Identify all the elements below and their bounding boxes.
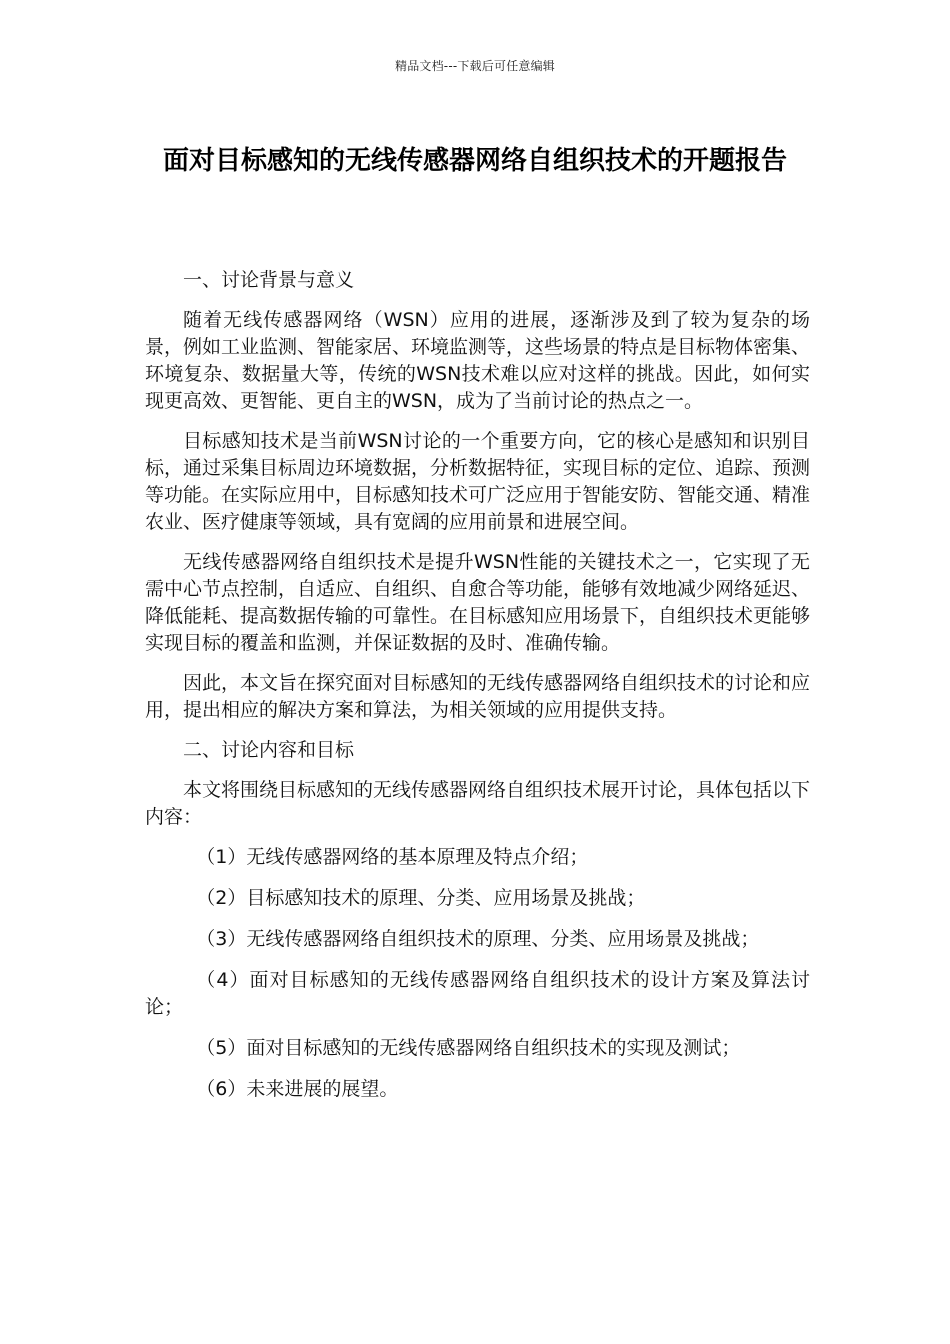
paragraph: 随着无线传感器网络（WSN）应用的进展，逐渐涉及到了较为复杂的场景，例如工业监测、智能家居、环境监测等，这些场景的特点是目标物体密集、环境复杂、数据量大等，传统的WSN技术难以应对这样的挑战。因此，如何实现更高效、更智能、更自主的WSN，成为了当前讨论的热点之一。: [145, 309, 811, 412]
list-item: （3）无线传感器网络自组织技术的原理、分类、应用场景及挑战；: [196, 928, 760, 950]
paragraph: 无线传感器网络自组织技术是提升WSN性能的关键技术之一，它实现了无需中心节点控制，自适应、自组织、自愈合等功能，能够有效地减少网络延迟、降低能耗、提高数据传输的可靠性。在目标感知应用场景下，自组织技术更能够实现目标的覆盖和监测，并保证数据的及时、准确传输。: [145, 551, 811, 654]
document-title: 面对目标感知的无线传感器网络自组织技术的开题报告: [162, 146, 787, 176]
list-item: （1）无线传感器网络的基本原理及特点介绍；: [196, 846, 589, 868]
list-item: （5）面对目标感知的无线传感器网络自组织技术的实现及测试；: [196, 1037, 741, 1059]
section-heading: 一、讨论背景与意义: [183, 269, 355, 291]
paragraph: 本文将围绕目标感知的无线传感器网络自组织技术展开讨论，具体包括以下内容：: [145, 779, 811, 828]
list-item: （6）未来进展的展望。: [196, 1078, 399, 1100]
header-note: 精品文档---下载后可任意编辑: [395, 59, 555, 73]
section-heading: 二、讨论内容和目标: [183, 739, 355, 761]
list-item: （4）面对目标感知的无线传感器网络自组织技术的设计方案及算法讨论；: [145, 969, 810, 1018]
document-body: [145, 267, 810, 1117]
paragraph: 目标感知技术是当前WSN讨论的一个重要方向，它的核心是感知和识别目标，通过采集目标周边环境数据，分析数据特征，实现目标的定位、追踪、预测等功能。在实际应用中，目标感知技术可广泛应用于智能安防、智能交通、精准农业、医疗健康等领域，具有宽阔的应用前景和进展空间。: [145, 430, 811, 533]
paragraph: 因此，本文旨在探究面对目标感知的无线传感器网络自组织技术的讨论和应用，提出相应的解决方案和算法，为相关领域的应用提供支持。: [145, 672, 811, 721]
list-item: （2）目标感知技术的原理、分类、应用场景及挑战；: [196, 887, 646, 909]
